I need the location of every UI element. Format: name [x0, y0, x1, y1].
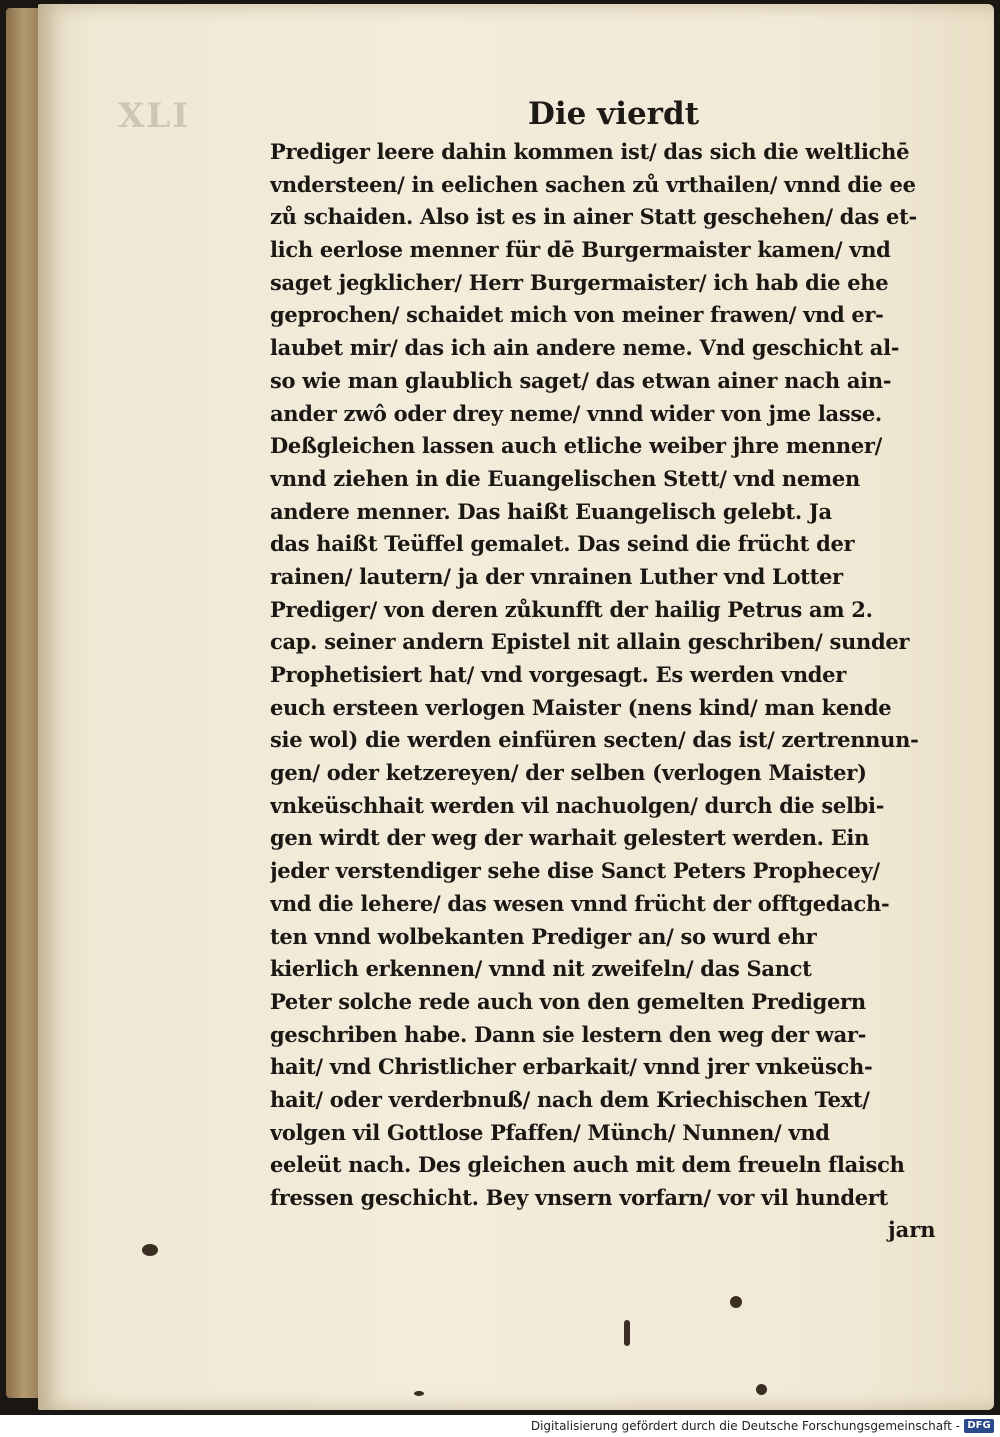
ink-stain [730, 1296, 742, 1308]
text-line: Prediger leere dahin kommen ist/ das sich die weltlichē [270, 139, 910, 164]
text-line: so wie man glaublich saget/ das etwan ainer nach ain- [270, 367, 892, 393]
text-line: Deßgleichen lassen auch etliche weiber jhre menner/ [270, 433, 883, 459]
dfg-logo: DFG [964, 1419, 994, 1433]
text-line: saget jegklicher/ Herr Burgermaister/ ich hab die ehe [270, 269, 889, 295]
ink-stain [624, 1320, 630, 1346]
catchword: jarn [888, 1217, 936, 1242]
text-line: gen wirdt der weg der warhait gelestert werden. Ein [270, 825, 870, 851]
text-line: Prediger/ von deren zůkunfft der hailig Petrus am 2. [270, 596, 873, 622]
text-line: zů schaiden. Also ist es in ainer Statt geschehen/ das et- [270, 204, 917, 230]
text-line: hait/ oder verderbnuß/ nach dem Kriechischen Text/ [270, 1086, 870, 1112]
text-line: Peter solche rede auch von den gemelten Predigern [270, 988, 866, 1014]
text-line: rainen/ lautern/ ja der vnrainen Luther vnd Lotter [270, 563, 843, 589]
text-line: vnnd ziehen in die Euangelischen Stett/ vnd nemen [270, 465, 860, 491]
text-line: geprochen/ schaidet mich von meiner frawen/ vnd er- [270, 302, 884, 328]
bleed-through-folio: XLI [118, 96, 191, 136]
footer-credit: Digitalisierung gefördert durch die Deutsche Forschungsgemeinschaft - [530, 1419, 960, 1433]
text-line: ander zwô oder drey neme/ vnnd wider von jme lasse. [270, 400, 882, 426]
text-line: eeleüt nach. Des gleichen auch mit dem freueln flaisch [270, 1152, 905, 1178]
text-line: lich eerlose menner für dē Burgermaister kamen/ vnd [270, 237, 891, 263]
text-line: sie wol) die werden einfüren secten/ das ist/ zertrennun- [270, 727, 919, 753]
text-line: vndersteen/ in eelichen sachen zů vrthailen/ vnnd die ee [270, 171, 916, 197]
text-line: hait/ vnd Christlicher erbarkait/ vnnd jrer vnkeüsch- [270, 1054, 873, 1080]
text-block [270, 136, 975, 1215]
ink-stain [414, 1391, 424, 1396]
text-line: volgen vil Gottlose Pfaffen/ Münch/ Nunnen/ vnd [270, 1119, 830, 1145]
text-line: euch ersteen verlogen Maister (nens kind/ man kende [270, 694, 892, 720]
text-line: jeder verstendiger sehe dise Sanct Peters Prophecey/ [270, 858, 880, 884]
text-line: fressen geschicht. Bey vnsern vorfarn/ vor vil hundert [270, 1185, 888, 1210]
running-head: Die vierdt [528, 96, 700, 132]
text-line: das haißt Teüffel gemalet. Das seind die frücht der [270, 531, 855, 557]
text-line: kierlich erkennen/ vnnd nit zweifeln/ das Sanct [270, 956, 812, 982]
text-line: vnkeüschhait werden vil nachuolgen/ durch die selbi- [270, 792, 885, 818]
text-line: andere menner. Das haißt Euangelisch gelebt. Ja [270, 498, 832, 524]
text-line: gen/ oder ketzereyen/ der selben (verlogen Maister) [270, 760, 867, 786]
text-line: geschriben habe. Dann sie lestern den weg der war- [270, 1021, 867, 1047]
text-line: ten vnnd wolbekanten Prediger an/ so wurd ehr [270, 923, 817, 949]
text-line: cap. seiner andern Epistel nit allain geschriben/ sunder [270, 629, 910, 655]
ink-stain [142, 1244, 158, 1256]
ink-stain [756, 1384, 767, 1395]
text-line: Prophetisiert hat/ vnd vorgesagt. Es werden vnder [270, 662, 847, 687]
text-line: laubet mir/ das ich ain andere neme. Vnd geschicht al- [270, 335, 900, 361]
text-line: vnd die lehere/ das wesen vnnd frücht der offtgedach- [270, 890, 890, 916]
